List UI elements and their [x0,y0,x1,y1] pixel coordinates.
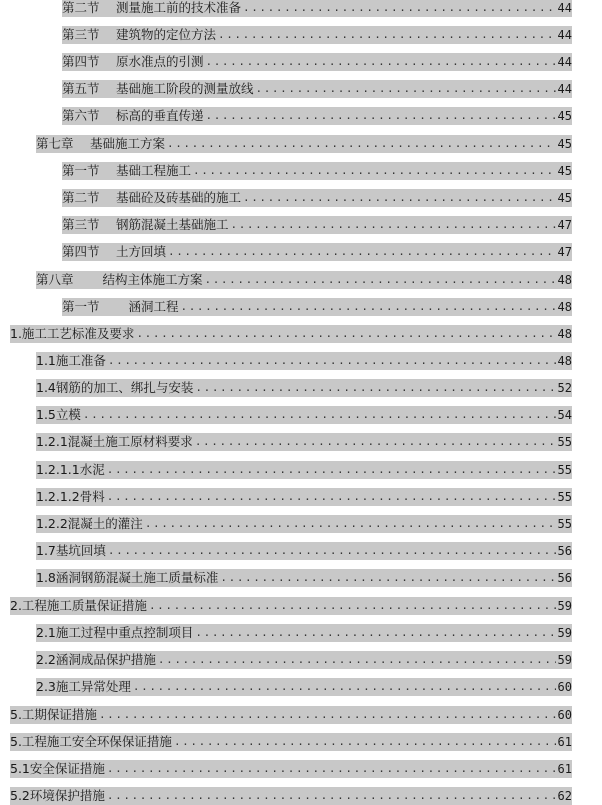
toc-entry[interactable] [62,80,572,98]
dot-leader [220,569,555,587]
toc-page-number: 59 [557,626,572,640]
toc-entry[interactable] [10,325,572,343]
toc-entry-label: 1.7基坑回填 [36,543,106,558]
toc-entry[interactable] [10,706,572,724]
dot-leader [243,189,556,207]
toc-page-number: 44 [557,55,572,69]
toc-page-number: 59 [557,599,572,613]
toc-page-number: 47 [557,218,572,232]
toc-entry-label: 第一节 基础工程施工 [62,163,191,178]
toc-entry-label: 第一节 涵洞工程 [62,299,179,314]
toc-page-number: 44 [557,28,572,42]
toc-entry-label: 1.施工工艺标准及要求 [10,326,135,341]
dot-leader [107,760,556,778]
toc-entry-label: 2.工程施工质量保证措施 [10,598,147,613]
toc-page-number: 56 [557,571,572,585]
dot-leader [243,0,556,17]
dot-leader [205,107,555,125]
toc-entry[interactable] [36,624,572,642]
toc-page-number: 56 [557,544,572,558]
toc-entry[interactable] [10,597,572,615]
toc-entry-label: 1.2.1混凝土施工原材料要求 [36,434,193,449]
dot-leader [158,651,556,669]
toc-entry[interactable] [62,189,572,207]
toc-page-number: 45 [557,109,572,123]
dot-leader [230,216,555,234]
dot-leader [108,352,556,370]
dot-leader [107,488,556,506]
dot-leader [204,271,555,289]
toc-page-number: 62 [557,789,572,803]
toc-page-number: 61 [557,762,572,776]
toc-entry[interactable] [62,162,572,180]
toc-entry-label: 1.1施工准备 [36,353,106,368]
dot-leader [180,298,555,316]
toc-entry-label: 2.3施工异常处理 [36,679,131,694]
toc-entry[interactable] [62,26,572,44]
toc-page-number: 45 [557,191,572,205]
toc-entry[interactable] [36,271,572,289]
toc-page-number: 48 [557,300,572,314]
toc-page-number: 55 [557,490,572,504]
toc-entry-label: 第六节 标高的垂直传递 [62,108,204,123]
toc-entry[interactable] [36,542,572,560]
toc-entry[interactable] [36,461,572,479]
toc-entry-label: 第四节 原水准点的引测 [62,54,204,69]
toc-entry[interactable] [10,733,572,751]
toc-entry-label: 5.工期保证措施 [10,707,97,722]
toc-page-number: 55 [557,517,572,531]
dot-leader [107,787,556,805]
toc-page-number: 44 [557,1,572,15]
toc-entry-label: 1.2.1.2骨料 [36,489,105,504]
toc-entry[interactable] [62,0,572,17]
toc-page-number: 55 [557,435,572,449]
dot-leader [195,624,555,642]
toc-entry[interactable] [36,569,572,587]
toc-page-number: 48 [557,354,572,368]
toc-entry[interactable] [36,379,572,397]
dot-leader [174,733,556,751]
toc-entry-label: 5.2环境保护措施 [10,788,105,803]
dot-leader [83,406,556,424]
dot-leader [168,243,556,261]
toc-page-number: 52 [557,381,572,395]
dot-leader [145,515,556,533]
toc-page-number: 44 [557,82,572,96]
toc-entry[interactable] [10,787,572,805]
dot-leader [255,80,555,98]
toc-entry-label: 第七章 基础施工方案 [36,136,165,151]
toc-page-number: 45 [557,164,572,178]
toc-page-number: 60 [557,680,572,694]
toc-page-number: 61 [557,735,572,749]
toc-entry-label: 1.5立模 [36,407,81,422]
dot-leader [195,379,555,397]
toc-entry-label: 第八章 结构主体施工方案 [36,272,203,287]
toc-page-number: 54 [557,408,572,422]
toc-page-number: 47 [557,245,572,259]
dot-leader [149,597,556,615]
toc-entry-label: 2.2涵洞成品保护措施 [36,652,156,667]
dot-leader [108,542,556,560]
toc-entry-label: 第五节 基础施工阶段的测量放线 [62,81,254,96]
toc-entry[interactable] [62,243,572,261]
toc-entry[interactable] [62,298,572,316]
toc-entry[interactable] [62,216,572,234]
toc-entry-label: 1.8涵洞钢筋混凝土施工质量标准 [36,570,219,585]
toc-entry-label: 第三节 钢筋混凝土基础施工 [62,217,229,232]
toc-page-number: 55 [557,463,572,477]
toc-entry[interactable] [36,651,572,669]
toc-page-number: 48 [557,327,572,341]
dot-leader [133,678,556,696]
toc-entry-label: 第三节 建筑物的定位方法 [62,27,216,42]
dot-leader [195,433,556,451]
toc-entry[interactable] [62,53,572,71]
dot-leader [107,461,556,479]
dot-leader [205,53,555,71]
toc-entry[interactable] [36,433,572,451]
dot-leader [193,162,556,180]
toc-entry-label: 2.1施工过程中重点控制项目 [36,625,194,640]
toc-entry-label: 第二节 基础砼及砖基础的施工 [62,190,241,205]
toc-entry[interactable] [36,678,572,696]
toc-entry[interactable] [62,107,572,125]
toc-entry[interactable] [36,135,572,153]
dot-leader [136,325,555,343]
toc-page-number: 48 [557,273,572,287]
toc-entry-label: 1.2.1.1水泥 [36,462,105,477]
dot-leader [99,706,556,724]
toc-entry-label: 1.2.2混凝土的灌注 [36,516,143,531]
toc-entry-label: 5.工程施工安全环保保证措施 [10,734,172,749]
toc-page-number: 45 [557,137,572,151]
toc-page-number: 59 [557,653,572,667]
toc-entry-label: 第二节 测量施工前的技术准备 [62,0,241,15]
toc-entry[interactable] [10,760,572,778]
toc-entry[interactable] [36,488,572,506]
toc-entry-label: 1.4钢筋的加工、绑扎与安装 [36,380,194,395]
toc-entry[interactable] [36,352,572,370]
toc-entry-label: 5.1安全保证措施 [10,761,105,776]
dot-leader [167,135,556,153]
dot-leader [218,26,556,44]
toc-page-number: 60 [557,708,572,722]
toc-entry-label: 第四节 土方回填 [62,244,166,259]
toc-entry[interactable] [36,515,572,533]
toc-entry[interactable] [36,406,572,424]
